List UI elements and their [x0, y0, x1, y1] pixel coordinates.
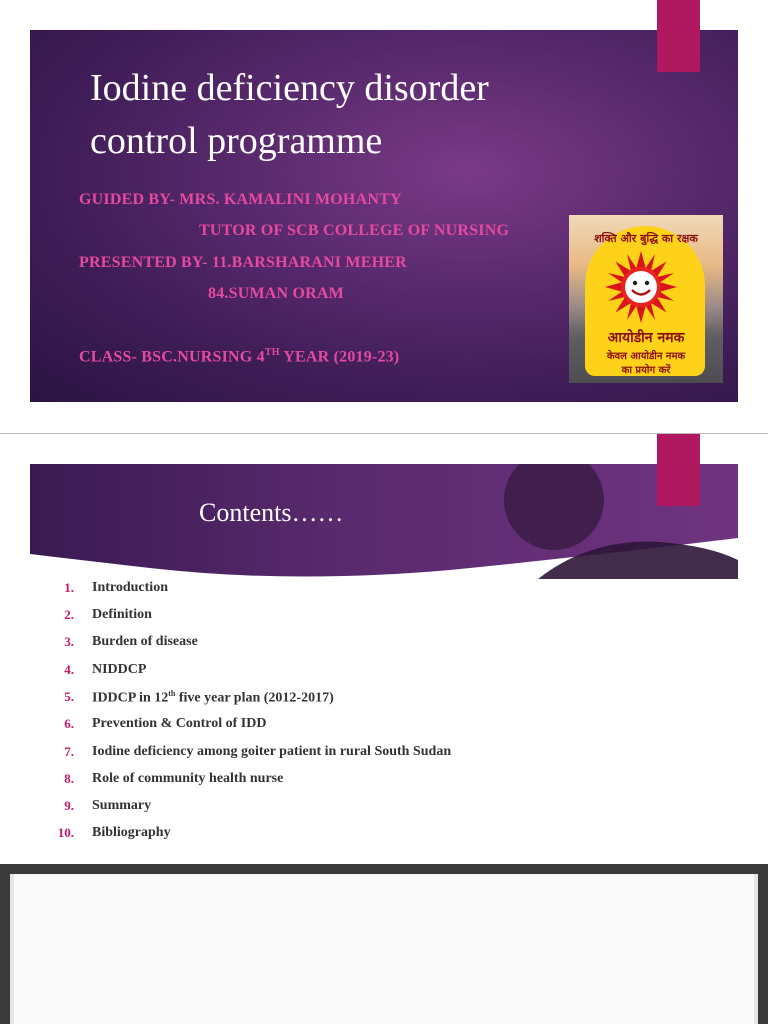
class-prefix: CLASS- BSC.NURSING 4 — [79, 348, 265, 366]
slide-title — [90, 62, 489, 168]
item-text: Bibliography — [92, 825, 171, 840]
title-line-1: Iodine deficiency disorder — [90, 67, 489, 109]
list-item — [0, 634, 600, 654]
contents-header — [30, 464, 738, 579]
item-number: 1. — [64, 580, 74, 595]
logo-subtitle-1: केवल आयोडीन नमक — [606, 351, 686, 362]
item-text-superscript: th — [168, 689, 176, 698]
item-text: Summary — [92, 798, 152, 813]
item-number: 7. — [64, 744, 74, 759]
logo-product-name: आयोडीन नमक — [607, 330, 685, 346]
item-number: 5. — [64, 689, 74, 704]
item-number: 10. — [57, 825, 74, 840]
item-text-prefix: IDDCP in 12 — [92, 690, 169, 706]
tutor-line: TUTOR OF SCB COLLEGE OF NURSING — [199, 222, 510, 239]
item-text: Iodine deficiency among goiter patient in rural South Sudan — [92, 744, 452, 759]
list-item — [0, 607, 600, 627]
list-item — [0, 689, 600, 709]
item-number: 9. — [64, 798, 74, 813]
item-text-suffix: five year plan (2012-2017) — [175, 690, 334, 706]
item-text: Burden of disease — [92, 634, 198, 649]
accent-tab — [657, 434, 700, 506]
class-superscript: TH — [264, 347, 280, 358]
title-line-2: control programme — [90, 120, 383, 162]
list-item — [0, 825, 600, 845]
contents-slide — [0, 433, 768, 864]
item-text: Prevention & Control of IDD — [92, 716, 267, 731]
item-number: 2. — [64, 607, 74, 622]
iodized-salt-logo — [569, 215, 723, 383]
item-number: 4. — [64, 662, 74, 677]
title-slide — [0, 0, 768, 432]
class-suffix: YEAR (2019-23) — [279, 348, 400, 366]
list-item — [0, 744, 600, 764]
list-item — [0, 662, 600, 682]
sun-face-icon — [605, 251, 677, 323]
item-text: Definition — [92, 607, 152, 622]
item-text — [92, 689, 334, 707]
list-item — [0, 716, 600, 736]
logo-subtitle-2: का प्रयोग करें — [621, 365, 671, 376]
presented-by: PRESENTED BY- 11.BARSHARANI MEHER — [79, 254, 407, 271]
item-text: Role of community health nurse — [92, 771, 284, 786]
accent-tab — [657, 0, 700, 72]
list-item — [0, 798, 600, 818]
next-page-viewer[interactable] — [0, 864, 768, 1024]
item-text: Introduction — [92, 580, 168, 595]
item-number: 6. — [64, 716, 74, 731]
header-wave-background — [30, 464, 738, 579]
class-line — [79, 347, 399, 366]
item-number: 8. — [64, 771, 74, 786]
logo-arc-text: शक्ति और बुद्धि का रक्षक — [594, 232, 698, 245]
second-presenter: 84.SUMAN ORAM — [208, 285, 344, 302]
item-text: NIDDCP — [92, 662, 147, 677]
list-item — [0, 771, 600, 791]
item-number: 3. — [64, 634, 74, 649]
list-item — [0, 580, 600, 600]
blank-page — [14, 874, 754, 1024]
guided-by: GUIDED BY- MRS. KAMALINI MOHANTY — [79, 191, 402, 208]
contents-title: Contents…… — [199, 498, 344, 527]
